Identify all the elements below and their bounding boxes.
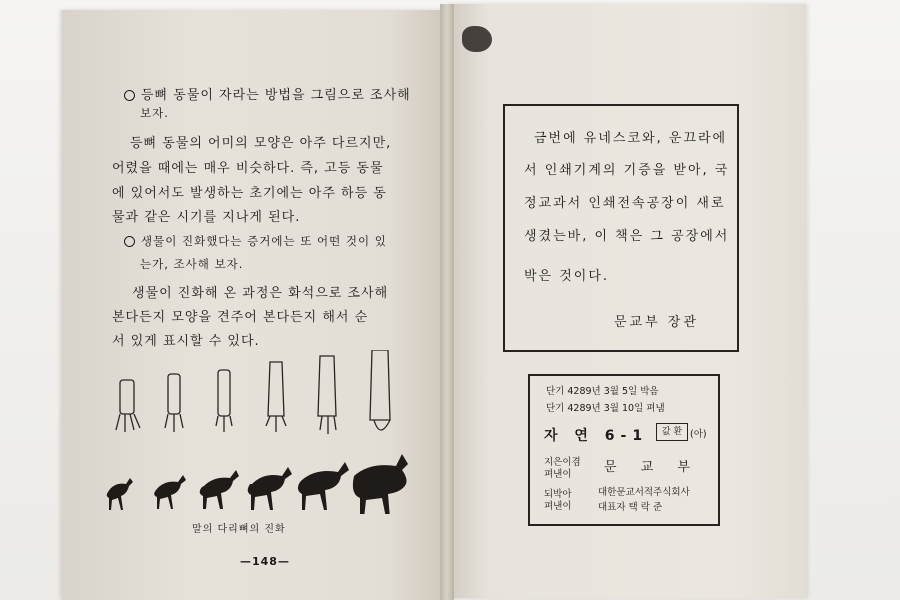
horse-2-icon: [154, 475, 186, 509]
notice-line-2: 서 인쇄기계의 기증을 받아, 국: [524, 163, 730, 178]
para4-line2: 본다든지 모양을 견주어 본다든지 해서 순: [112, 310, 369, 325]
author-value: 문 교 부: [604, 460, 700, 475]
bone-2-icon: [165, 374, 183, 432]
bone-5-icon: [318, 356, 336, 434]
para2-line3: 에 있어서도 발생하는 초기에는 아주 하등 동: [112, 186, 387, 201]
printer-label-2: 펴낸이: [544, 501, 572, 512]
author-label-2: 펴낸이: [544, 469, 572, 480]
horse-4-icon: [248, 467, 292, 510]
para1-line1: 등뼈 동물이 자라는 방법을 그림으로 조사해: [124, 84, 411, 103]
bone-4-icon: [266, 362, 286, 432]
bone-3-icon: [216, 370, 232, 432]
bone-1-icon: [116, 380, 140, 432]
horse-evolution-illustration: [100, 452, 420, 514]
para2-line4: 물과 같은 시기를 지나게 된다.: [112, 210, 301, 225]
printer-representative: 대표자 택 락 준: [598, 502, 663, 513]
notice-line-3: 정교과서 인쇄전속공장이 새로: [524, 196, 726, 211]
notice-line-5: 박은 것이다.: [524, 269, 610, 284]
para4-line3: 서 있게 표시할 수 있다.: [112, 334, 260, 349]
printer-company: 대한문교서적주식회사: [598, 487, 690, 498]
page-number: —148—: [240, 555, 290, 568]
horse-5-icon: [298, 462, 349, 510]
book-title: 자 연 6-1: [544, 428, 649, 444]
horse-6-icon: [353, 454, 408, 514]
publish-date: 단기 4289년 3월 10일 펴냄: [546, 403, 665, 414]
price-suffix: (아): [690, 429, 707, 440]
notice-signature: 문교부 장관: [614, 315, 699, 330]
printer-label-1: 되박아: [544, 489, 572, 500]
para4-line1: 생물이 진화해 온 과정은 화석으로 조사해: [132, 286, 389, 301]
notice-line-4: 생겼는바, 이 책은 그 공장에서: [524, 229, 730, 244]
para3-line2: 는가, 조사해 보자.: [140, 257, 244, 271]
author-label-1: 지은이겸: [544, 457, 581, 468]
bone-6-icon: [370, 350, 390, 430]
notice-line-1: 금번에 유네스코와, 운끄라에: [534, 131, 728, 146]
figure-caption: 말의 다리뼈의 진화: [192, 524, 286, 535]
para2-line2: 어렸을 때에는 매우 비슷하다. 즉, 고등 동물: [112, 161, 384, 176]
para2-line1: 등뼈 동물의 어미의 모양은 아주 다르지만,: [130, 136, 392, 151]
page-tear: [462, 26, 492, 52]
leg-bone-illustration: [104, 350, 404, 450]
horse-3-icon: [200, 470, 239, 509]
circle-bullet-icon: [124, 236, 135, 247]
para3-line1: 생물이 진화했다는 증거에는 또 어떤 것이 있: [124, 233, 387, 249]
book-gutter: [440, 4, 454, 600]
horse-1-icon: [107, 478, 133, 510]
price-box: 값 환: [656, 423, 688, 441]
para1-line2: 보자.: [140, 106, 169, 120]
print-date: 단기 4289년 3월 5일 박음: [546, 386, 659, 397]
circle-bullet-icon: [124, 90, 135, 101]
